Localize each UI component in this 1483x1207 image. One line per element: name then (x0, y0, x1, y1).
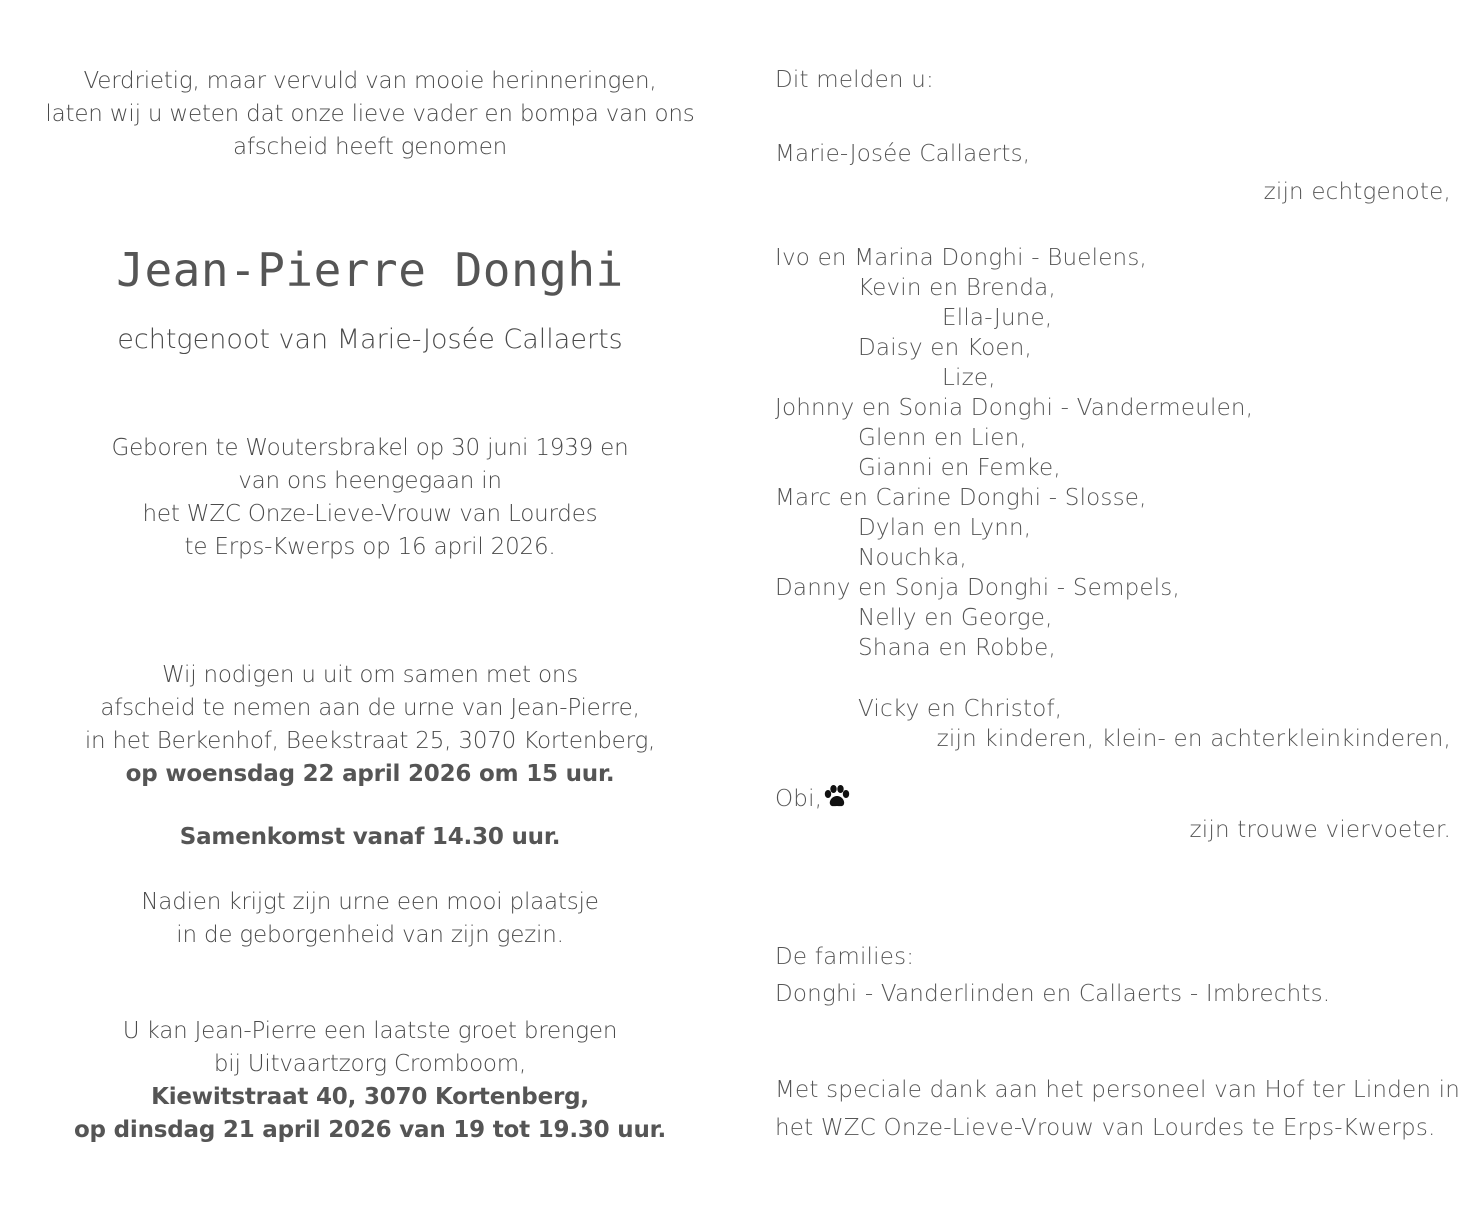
thanks-line: het WZC Onze-Lieve-Vrouw van Lourdes te Erps-Kwerps. (775, 1115, 1436, 1141)
intro-line: afscheid heeft genomen (232, 134, 508, 160)
deceased-name: Jean-Pierre Donghi (116, 243, 624, 297)
after-line: Nadien krijgt zijn urne een mooi plaatsje (141, 889, 599, 915)
intro-line: Verdrietig, maar vervuld van mooie herinneringen, (83, 68, 657, 94)
pet-role: zijn trouwe viervoeter. (1189, 817, 1451, 843)
spouse-line: echtgenoot van Marie-Josée Callaerts (117, 324, 623, 355)
thanks-line: Met speciale dank aan het personeel van Hof ter Linden in (775, 1077, 1461, 1103)
family-grandchild: Glenn en Lien, (858, 425, 1027, 451)
invite-date: op woensdag 22 april 2026 om 15 uur. (125, 761, 615, 787)
pet-line (775, 784, 850, 817)
after-line: in de geborgenheid van zijn gezin. (176, 922, 564, 948)
visitation-text (20, 1015, 720, 1147)
paw-icon (824, 785, 850, 817)
announce-label: Dit melden u: (775, 67, 934, 93)
family-greatgrandchild: Ella-June, (942, 305, 1053, 331)
birth-line: het WZC Onze-Lieve-Vrouw van Lourdes (142, 501, 598, 527)
children-role: zijn kinderen, klein- en achterkleinkinderen, (936, 726, 1451, 752)
family-child: Johnny en Sonia Donghi - Vandermeulen, (775, 395, 1254, 421)
wife-name: Marie-Josée Callaerts, (775, 141, 1031, 167)
family-grandchild: Gianni en Femke, (858, 455, 1061, 481)
visit-address: Kiewitstraat 40, 3070 Kortenberg, (151, 1084, 589, 1110)
families-names: Donghi - Vanderlinden en Callaerts - Imbrechts. (775, 981, 1331, 1007)
pet-name: Obi, (775, 786, 823, 812)
family-grandchild: Shana en Robbe, (858, 635, 1056, 661)
visit-date: op dinsdag 21 april 2026 van 19 tot 19.30 uur. (73, 1117, 667, 1143)
family-grandchild: Dylan en Lynn, (858, 515, 1032, 541)
visit-line: U kan Jean-Pierre een laatste groet brengen (122, 1018, 618, 1044)
family-child: Ivo en Marina Donghi - Buelens, (775, 245, 1148, 271)
birth-line: Geboren te Woutersbrakel op 30 juni 1939 en (111, 435, 629, 461)
invite-line: afscheid te nemen aan de urne van Jean-Pierre, (100, 695, 640, 721)
invite-line: in het Berkenhof, Beekstraat 25, 3070 Kortenberg, (84, 728, 656, 754)
invitation-text (20, 659, 720, 791)
intro-text (20, 65, 720, 164)
family-child: Danny en Sonja Donghi - Sempels, (775, 575, 1181, 601)
birth-line: te Erps-Kwerps op 16 april 2026. (184, 534, 556, 560)
birth-death-text (20, 432, 720, 564)
family-grandchild: Nouchka, (858, 545, 967, 571)
family-grandchild: Nelly en George, (858, 605, 1053, 631)
family-greatgrandchild: Lize, (942, 365, 996, 391)
family-child: Marc en Carine Donghi - Slosse, (775, 485, 1147, 511)
after-text (20, 886, 720, 952)
intro-line: laten wij u weten dat onze lieve vader en bompa van ons (45, 101, 695, 127)
family-grandchild: Daisy en Koen, (858, 335, 1032, 361)
birth-line: van ons heengegaan in (238, 468, 502, 494)
family-grandchild: Vicky en Christof, (858, 696, 1063, 722)
invite-line: Wij nodigen u uit om samen met ons (161, 662, 579, 688)
wife-role: zijn echtgenote, (1263, 179, 1451, 205)
families-label: De families: (775, 944, 915, 970)
visit-line: bij Uitvaartzorg Cromboom, (213, 1051, 527, 1077)
gathering-time: Samenkomst vanaf 14.30 uur. (179, 824, 561, 850)
family-grandchild: Kevin en Brenda, (858, 275, 1056, 301)
